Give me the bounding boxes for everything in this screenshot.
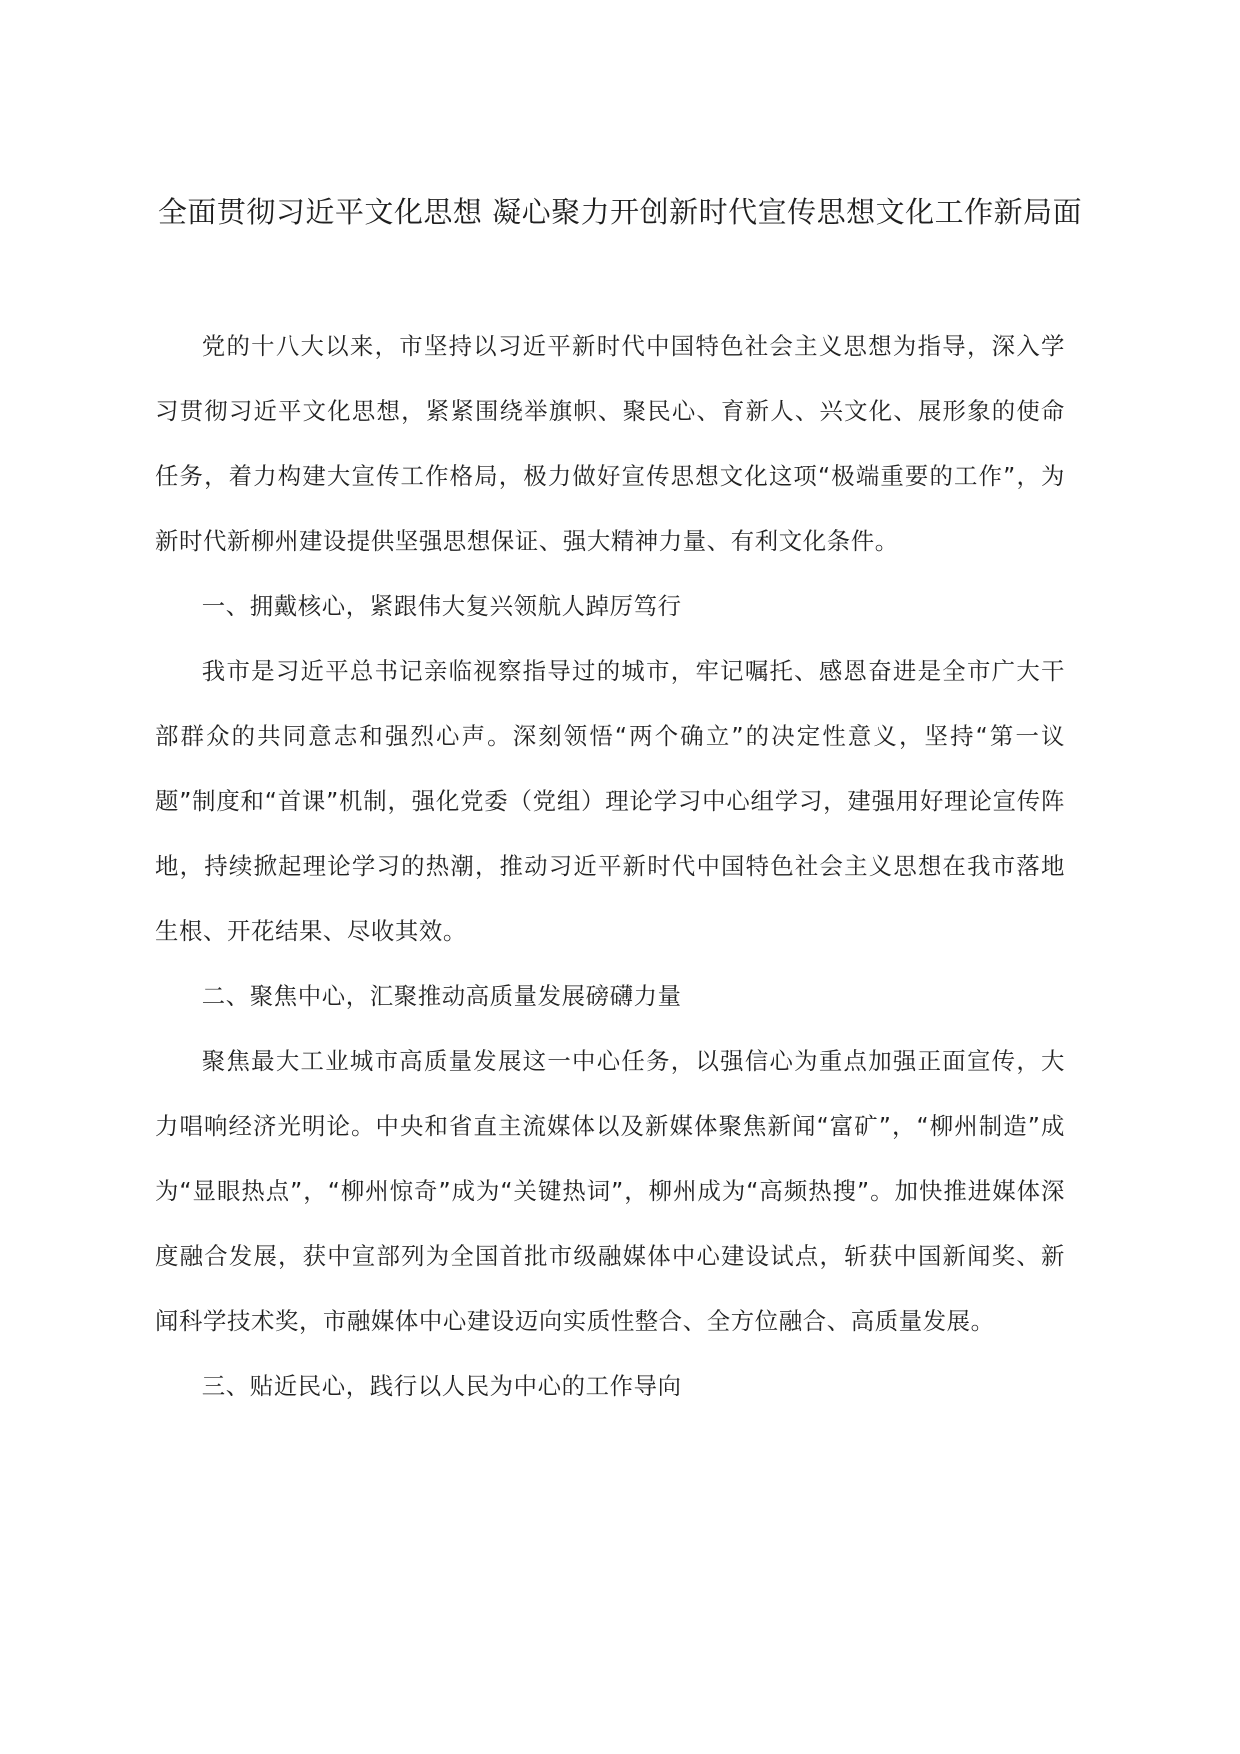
section-heading-2: 二、聚焦中心，汇聚推动高质量发展磅礴力量: [201, 982, 682, 1010]
paragraph-section-1: 我市是习近平总书记亲临视察指导过的城市，牢记嘱托、感恩奋进是全市广大干部群众的共同意志和强烈心声。深刻领悟“两个确立”的决定性意义，坚持“第一议题”制度和“首课”机制，强化党委（党组）理论学习中心组学习，建强用好理论宣传阵地，持续掀起理论学习的热潮，推动习近平新时代中国特色社会主义思想在我市落地生根、开花结果、尽收其效。: [155, 657, 1065, 945]
document-body: [155, 314, 1065, 1419]
paragraph-section-2: 聚焦最大工业城市高质量发展这一中心任务，以强信心为重点加强正面宣传，大力唱响经济光明论。中央和省直主流媒体以及新媒体聚焦新闻“富矿”，“柳州制造”成为“显眼热点”，“柳州惊奇”成为“关键热词”，柳州成为“高频热搜”。加快推进媒体深度融合发展，获中宣部列为全国首批市级融媒体中心建设试点，斩获中国新闻奖、新闻科学技术奖，市融媒体中心建设迈向实质性整合、全方位融合、高质量发展。: [155, 1047, 1065, 1335]
paragraph-intro: 党的十八大以来，市坚持以习近平新时代中国特色社会主义思想为指导，深入学习贯彻习近平文化思想，紧紧围绕举旗帜、聚民心、育新人、兴文化、展形象的使命任务，着力构建大宣传工作格局，极力做好宣传思想文化这项“极端重要的工作”，为新时代新柳州建设提供坚强思想保证、强大精神力量、有利文化条件。: [155, 332, 1065, 555]
section-heading-1: 一、拥戴核心，紧跟伟大复兴领航人踔厉笃行: [201, 592, 682, 620]
section-heading-3: 三、贴近民心，践行以人民为中心的工作导向: [201, 1372, 682, 1400]
document-title: 全面贯彻习近平文化思想 凝心聚力开创新时代宣传思想文化工作新局面: [157, 195, 1083, 229]
